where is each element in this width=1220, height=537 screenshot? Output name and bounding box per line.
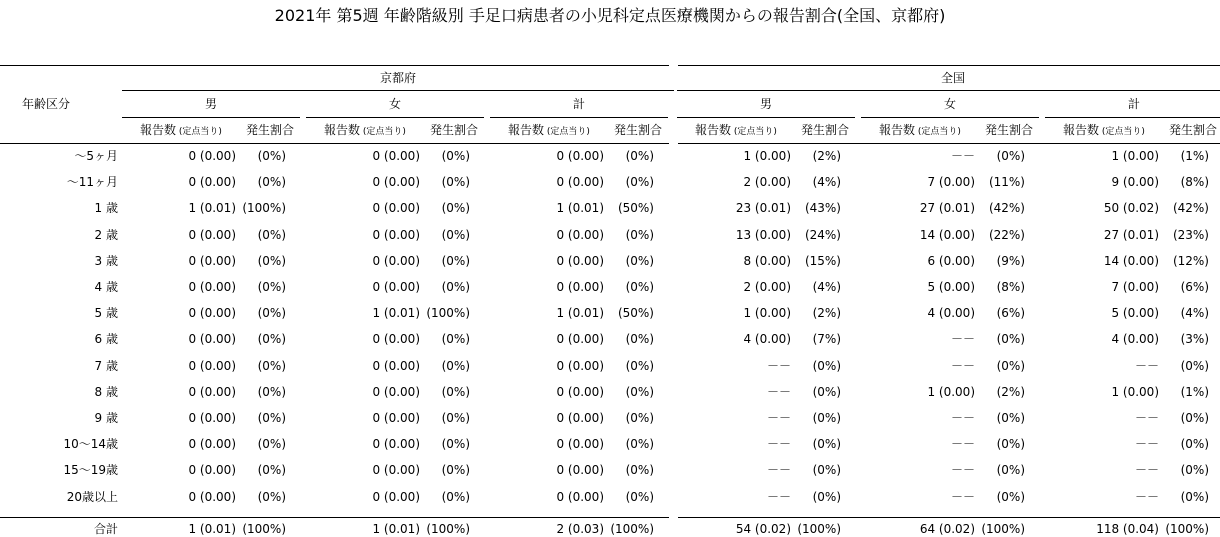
total-count-cell: 64 (0.02) (919, 521, 975, 536)
count-cell: －－ (950, 437, 975, 452)
ratio-cell: (0%) (441, 175, 470, 190)
ratio-cell: (0%) (625, 463, 654, 478)
ratio-cell: (1%) (1180, 384, 1209, 399)
subheader-per-point-label: (定点当り) (360, 127, 406, 137)
ratio-cell: (0%) (257, 437, 286, 452)
ratio-cell: (11%) (988, 175, 1025, 190)
total-count-cell: 2 (0.03) (556, 521, 604, 536)
subheader-per-point-label: (定点当り) (731, 127, 777, 137)
age-row-label: 1 歳 (94, 201, 118, 216)
count-cell: 0 (0.00) (188, 306, 236, 321)
total-count-cell: 54 (0.02) (735, 521, 791, 536)
count-cell: 4 (0.00) (927, 306, 975, 321)
count-cell: 50 (0.02) (1103, 201, 1159, 216)
ratio-cell: (0%) (257, 227, 286, 242)
sex-header: 女 (943, 97, 956, 111)
count-cell: －－ (766, 463, 791, 478)
region-header: 京都府 (379, 71, 416, 85)
count-cell: 0 (0.00) (372, 280, 420, 294)
ratio-cell: (0%) (441, 332, 470, 347)
ratio-cell: (2%) (812, 149, 841, 163)
ratio-cell: (2%) (996, 384, 1025, 399)
ratio-cell: (0%) (441, 463, 470, 478)
count-cell: －－ (1134, 463, 1159, 478)
count-cell: 0 (0.00) (556, 149, 604, 163)
count-cell: －－ (766, 489, 791, 504)
ratio-cell: (0%) (1180, 411, 1209, 425)
region-underline (677, 90, 1220, 91)
subheader-count-label: 報告数 (879, 123, 916, 137)
count-cell: 4 (0.00) (1111, 332, 1159, 347)
ratio-cell: (0%) (441, 253, 470, 268)
count-cell: －－ (766, 358, 791, 373)
count-cell: 1 (0.01) (372, 306, 420, 321)
count-cell: 0 (0.00) (556, 384, 604, 399)
ratio-cell: (0%) (441, 411, 470, 425)
count-cell: －－ (1134, 358, 1159, 373)
ratio-cell: (4%) (1180, 306, 1209, 321)
count-cell: 0 (0.00) (372, 227, 420, 242)
count-cell: －－ (766, 384, 791, 399)
ratio-cell: (0%) (441, 384, 470, 399)
ratio-cell: (42%) (988, 201, 1025, 216)
count-cell: 13 (0.00) (735, 227, 791, 242)
sex-underline (1045, 117, 1220, 118)
count-cell: 5 (0.00) (927, 280, 975, 294)
count-cell: 14 (0.00) (1103, 253, 1159, 268)
count-cell: －－ (950, 411, 975, 425)
ratio-cell: (43%) (804, 201, 841, 216)
count-cell: 0 (0.00) (188, 253, 236, 268)
ratio-cell: (9%) (996, 253, 1025, 268)
ratio-cell: (0%) (441, 149, 470, 163)
ratio-cell: (0%) (441, 489, 470, 504)
count-cell: 0 (0.00) (372, 384, 420, 399)
ratio-cell: (0%) (996, 332, 1025, 347)
age-row-label: 15～19歳 (63, 463, 118, 478)
total-count-cell: 118 (0.04) (1096, 521, 1159, 536)
ratio-cell: (0%) (257, 306, 286, 321)
ratio-cell: (8%) (996, 280, 1025, 294)
count-cell: 2 (0.00) (743, 280, 791, 294)
ratio-cell: (8%) (1180, 175, 1209, 190)
count-cell: 0 (0.00) (188, 280, 236, 294)
ratio-cell: (6%) (996, 306, 1025, 321)
count-cell: －－ (766, 437, 791, 452)
table-top-border-national (678, 65, 1220, 66)
ratio-cell: (0%) (441, 227, 470, 242)
count-cell: 0 (0.00) (556, 437, 604, 452)
ratio-cell: (0%) (257, 175, 286, 190)
sex-underline (122, 117, 300, 118)
ratio-cell: (0%) (996, 437, 1025, 452)
ratio-cell: (0%) (625, 411, 654, 425)
ratio-cell: (0%) (996, 411, 1025, 425)
count-cell: 0 (0.00) (188, 437, 236, 452)
count-cell: －－ (1134, 411, 1159, 425)
region-header: 全国 (940, 71, 965, 85)
count-cell: 0 (0.00) (372, 253, 420, 268)
count-cell: 8 (0.00) (743, 253, 791, 268)
count-cell: 14 (0.00) (919, 227, 975, 242)
subheader-per-point-label: (定点当り) (1099, 127, 1145, 137)
age-row-label: 20歳以上 (66, 489, 118, 504)
ratio-cell: (24%) (804, 227, 841, 242)
total-ratio-cell: (100%) (610, 521, 654, 536)
ratio-cell: (3%) (1180, 332, 1209, 347)
table-top-border-kyoto (0, 65, 669, 66)
ratio-cell: (0%) (625, 253, 654, 268)
count-cell: 0 (0.00) (188, 227, 236, 242)
count-cell: －－ (950, 463, 975, 478)
count-cell: 0 (0.00) (372, 201, 420, 216)
count-cell: 1 (0.00) (1111, 384, 1159, 399)
ratio-cell: (2%) (812, 306, 841, 321)
count-cell: 0 (0.00) (188, 489, 236, 504)
count-cell: 0 (0.00) (372, 358, 420, 373)
ratio-cell: (15%) (804, 253, 841, 268)
total-separator-national (678, 517, 1220, 518)
total-row-label: 合計 (93, 521, 118, 536)
subheader-per-point-label: (定点当り) (915, 127, 961, 137)
count-cell: 1 (0.01) (556, 201, 604, 216)
ratio-cell: (0%) (625, 358, 654, 373)
sex-underline (861, 117, 1039, 118)
subheader-per-point-label: (定点当り) (544, 127, 590, 137)
ratio-cell: (0%) (257, 149, 286, 163)
ratio-cell: (0%) (625, 149, 654, 163)
age-row-label: 2 歳 (94, 227, 118, 242)
count-cell: 9 (0.00) (1111, 175, 1159, 190)
subheader-count (324, 122, 406, 140)
ratio-cell: (0%) (996, 463, 1025, 478)
ratio-cell: (7%) (812, 332, 841, 347)
ratio-cell: (0%) (625, 280, 654, 294)
count-cell: 23 (0.01) (735, 201, 791, 216)
count-cell: 6 (0.00) (927, 253, 975, 268)
count-cell: 0 (0.00) (556, 175, 604, 190)
sex-header: 計 (572, 97, 585, 111)
count-cell: 1 (0.00) (743, 149, 791, 163)
subheader-count (1063, 122, 1145, 140)
ratio-cell: (0%) (441, 358, 470, 373)
ratio-cell: (23%) (1172, 227, 1209, 242)
subheader-count-label: 報告数 (1063, 123, 1100, 137)
ratio-cell: (0%) (441, 201, 470, 216)
total-count-cell: 1 (0.01) (188, 521, 236, 536)
subheader-count (695, 122, 777, 140)
ratio-cell: (0%) (257, 463, 286, 478)
header-bottom-border-kyoto (0, 143, 669, 144)
age-row-label: 9 歳 (94, 411, 118, 425)
count-cell: 0 (0.00) (188, 384, 236, 399)
count-cell: 0 (0.00) (556, 411, 604, 425)
ratio-cell: (100%) (426, 306, 470, 321)
ratio-cell: (0%) (812, 358, 841, 373)
count-cell: 2 (0.00) (743, 175, 791, 190)
total-ratio-cell: (100%) (981, 521, 1025, 536)
count-cell: 1 (0.00) (1111, 149, 1159, 163)
total-count-cell: 1 (0.01) (372, 521, 420, 536)
count-cell: 0 (0.00) (372, 437, 420, 452)
count-cell: 0 (0.00) (188, 463, 236, 478)
ratio-cell: (0%) (996, 149, 1025, 163)
ratio-cell: (0%) (625, 437, 654, 452)
count-cell: 0 (0.00) (556, 358, 604, 373)
total-ratio-cell: (100%) (1165, 521, 1209, 536)
count-cell: 0 (0.00) (372, 175, 420, 190)
ratio-cell: (0%) (625, 227, 654, 242)
count-cell: 0 (0.00) (372, 149, 420, 163)
count-cell: 1 (0.01) (188, 201, 236, 216)
count-cell: －－ (1134, 437, 1159, 452)
sex-header: 女 (388, 97, 401, 111)
ratio-cell: (0%) (1180, 358, 1209, 373)
ratio-cell: (0%) (1180, 489, 1209, 504)
age-row-label: 3 歳 (94, 253, 118, 268)
count-cell: 0 (0.00) (556, 253, 604, 268)
count-cell: 0 (0.00) (556, 463, 604, 478)
ratio-cell: (0%) (1180, 463, 1209, 478)
region-underline (122, 90, 674, 91)
ratio-cell: (0%) (625, 175, 654, 190)
count-cell: 1 (0.01) (556, 306, 604, 321)
count-cell: 0 (0.00) (372, 332, 420, 347)
ratio-cell: (0%) (441, 437, 470, 452)
subheader-count (879, 122, 961, 140)
count-cell: 0 (0.00) (372, 489, 420, 504)
subheader-ratio: 発生割合 (1169, 123, 1218, 137)
age-row-label: 10～14歳 (63, 437, 118, 452)
ratio-cell: (22%) (988, 227, 1025, 242)
count-cell: 1 (0.00) (743, 306, 791, 321)
ratio-cell: (100%) (242, 201, 286, 216)
count-cell: －－ (950, 489, 975, 504)
ratio-cell: (0%) (812, 463, 841, 478)
sex-underline (490, 117, 668, 118)
count-cell: 27 (0.01) (919, 201, 975, 216)
count-cell: 0 (0.00) (556, 489, 604, 504)
count-cell: 0 (0.00) (188, 149, 236, 163)
subheader-count-label: 報告数 (324, 123, 361, 137)
ratio-cell: (0%) (441, 280, 470, 294)
count-cell: 4 (0.00) (743, 332, 791, 347)
count-cell: 0 (0.00) (556, 280, 604, 294)
total-ratio-cell: (100%) (797, 521, 841, 536)
subheader-count (140, 122, 222, 140)
ratio-cell: (0%) (257, 384, 286, 399)
ratio-cell: (0%) (1180, 437, 1209, 452)
ratio-cell: (0%) (257, 358, 286, 373)
total-separator-kyoto (0, 517, 669, 518)
sex-underline (306, 117, 484, 118)
age-row-label: ～5ヶ月 (74, 149, 118, 163)
subheader-count-label: 報告数 (508, 123, 545, 137)
count-cell: 0 (0.00) (188, 411, 236, 425)
row-header-label: 年齢区分 (22, 97, 71, 111)
page-title: 2021年 第5週 年齢階級別 手足口病患者の小児科定点医療機関からの報告割合(全国、京都府) (274, 6, 946, 25)
count-cell: 5 (0.00) (1111, 306, 1159, 321)
ratio-cell: (50%) (617, 201, 654, 216)
ratio-cell: (6%) (1180, 280, 1209, 294)
age-row-label: ～11ヶ月 (66, 175, 118, 190)
ratio-cell: (0%) (257, 489, 286, 504)
sex-header: 計 (1127, 97, 1140, 111)
ratio-cell: (0%) (812, 437, 841, 452)
ratio-cell: (0%) (625, 384, 654, 399)
header-bottom-border-national (678, 143, 1220, 144)
count-cell: 27 (0.01) (1103, 227, 1159, 242)
ratio-cell: (50%) (617, 306, 654, 321)
age-row-label: 8 歳 (94, 384, 118, 399)
count-cell: 0 (0.00) (372, 463, 420, 478)
ratio-cell: (4%) (812, 280, 841, 294)
age-row-label: 7 歳 (94, 358, 118, 373)
ratio-cell: (0%) (257, 332, 286, 347)
ratio-cell: (0%) (625, 332, 654, 347)
ratio-cell: (0%) (812, 384, 841, 399)
subheader-ratio: 発生割合 (614, 123, 663, 137)
count-cell: 7 (0.00) (927, 175, 975, 190)
subheader-ratio: 発生割合 (801, 123, 850, 137)
age-row-label: 5 歳 (94, 306, 118, 321)
ratio-cell: (0%) (996, 489, 1025, 504)
count-cell: －－ (950, 358, 975, 373)
age-row-label: 4 歳 (94, 280, 118, 294)
sex-header: 男 (759, 97, 772, 111)
subheader-ratio: 発生割合 (430, 123, 479, 137)
count-cell: 0 (0.00) (188, 175, 236, 190)
count-cell: 0 (0.00) (372, 411, 420, 425)
ratio-cell: (0%) (812, 489, 841, 504)
count-cell: －－ (766, 411, 791, 425)
ratio-cell: (0%) (257, 411, 286, 425)
ratio-cell: (12%) (1172, 253, 1209, 268)
ratio-cell: (4%) (812, 175, 841, 190)
count-cell: －－ (950, 149, 975, 163)
count-cell: －－ (950, 332, 975, 347)
total-ratio-cell: (100%) (242, 521, 286, 536)
subheader-ratio: 発生割合 (246, 123, 295, 137)
subheader-per-point-label: (定点当り) (176, 127, 222, 137)
ratio-cell: (0%) (257, 280, 286, 294)
count-cell: 0 (0.00) (188, 332, 236, 347)
ratio-cell: (0%) (996, 358, 1025, 373)
age-row-label: 6 歳 (94, 332, 118, 347)
count-cell: 0 (0.00) (556, 227, 604, 242)
subheader-count-label: 報告数 (695, 123, 732, 137)
ratio-cell: (0%) (625, 489, 654, 504)
sex-underline (677, 117, 855, 118)
count-cell: 0 (0.00) (188, 358, 236, 373)
ratio-cell: (0%) (812, 411, 841, 425)
count-cell: 1 (0.00) (927, 384, 975, 399)
ratio-cell: (0%) (257, 253, 286, 268)
total-ratio-cell: (100%) (426, 521, 470, 536)
count-cell: －－ (1134, 489, 1159, 504)
subheader-count-label: 報告数 (140, 123, 177, 137)
sex-header: 男 (204, 97, 217, 111)
count-cell: 0 (0.00) (556, 332, 604, 347)
subheader-count (508, 122, 590, 140)
ratio-cell: (42%) (1172, 201, 1209, 216)
count-cell: 7 (0.00) (1111, 280, 1159, 294)
subheader-ratio: 発生割合 (985, 123, 1034, 137)
ratio-cell: (1%) (1180, 149, 1209, 163)
